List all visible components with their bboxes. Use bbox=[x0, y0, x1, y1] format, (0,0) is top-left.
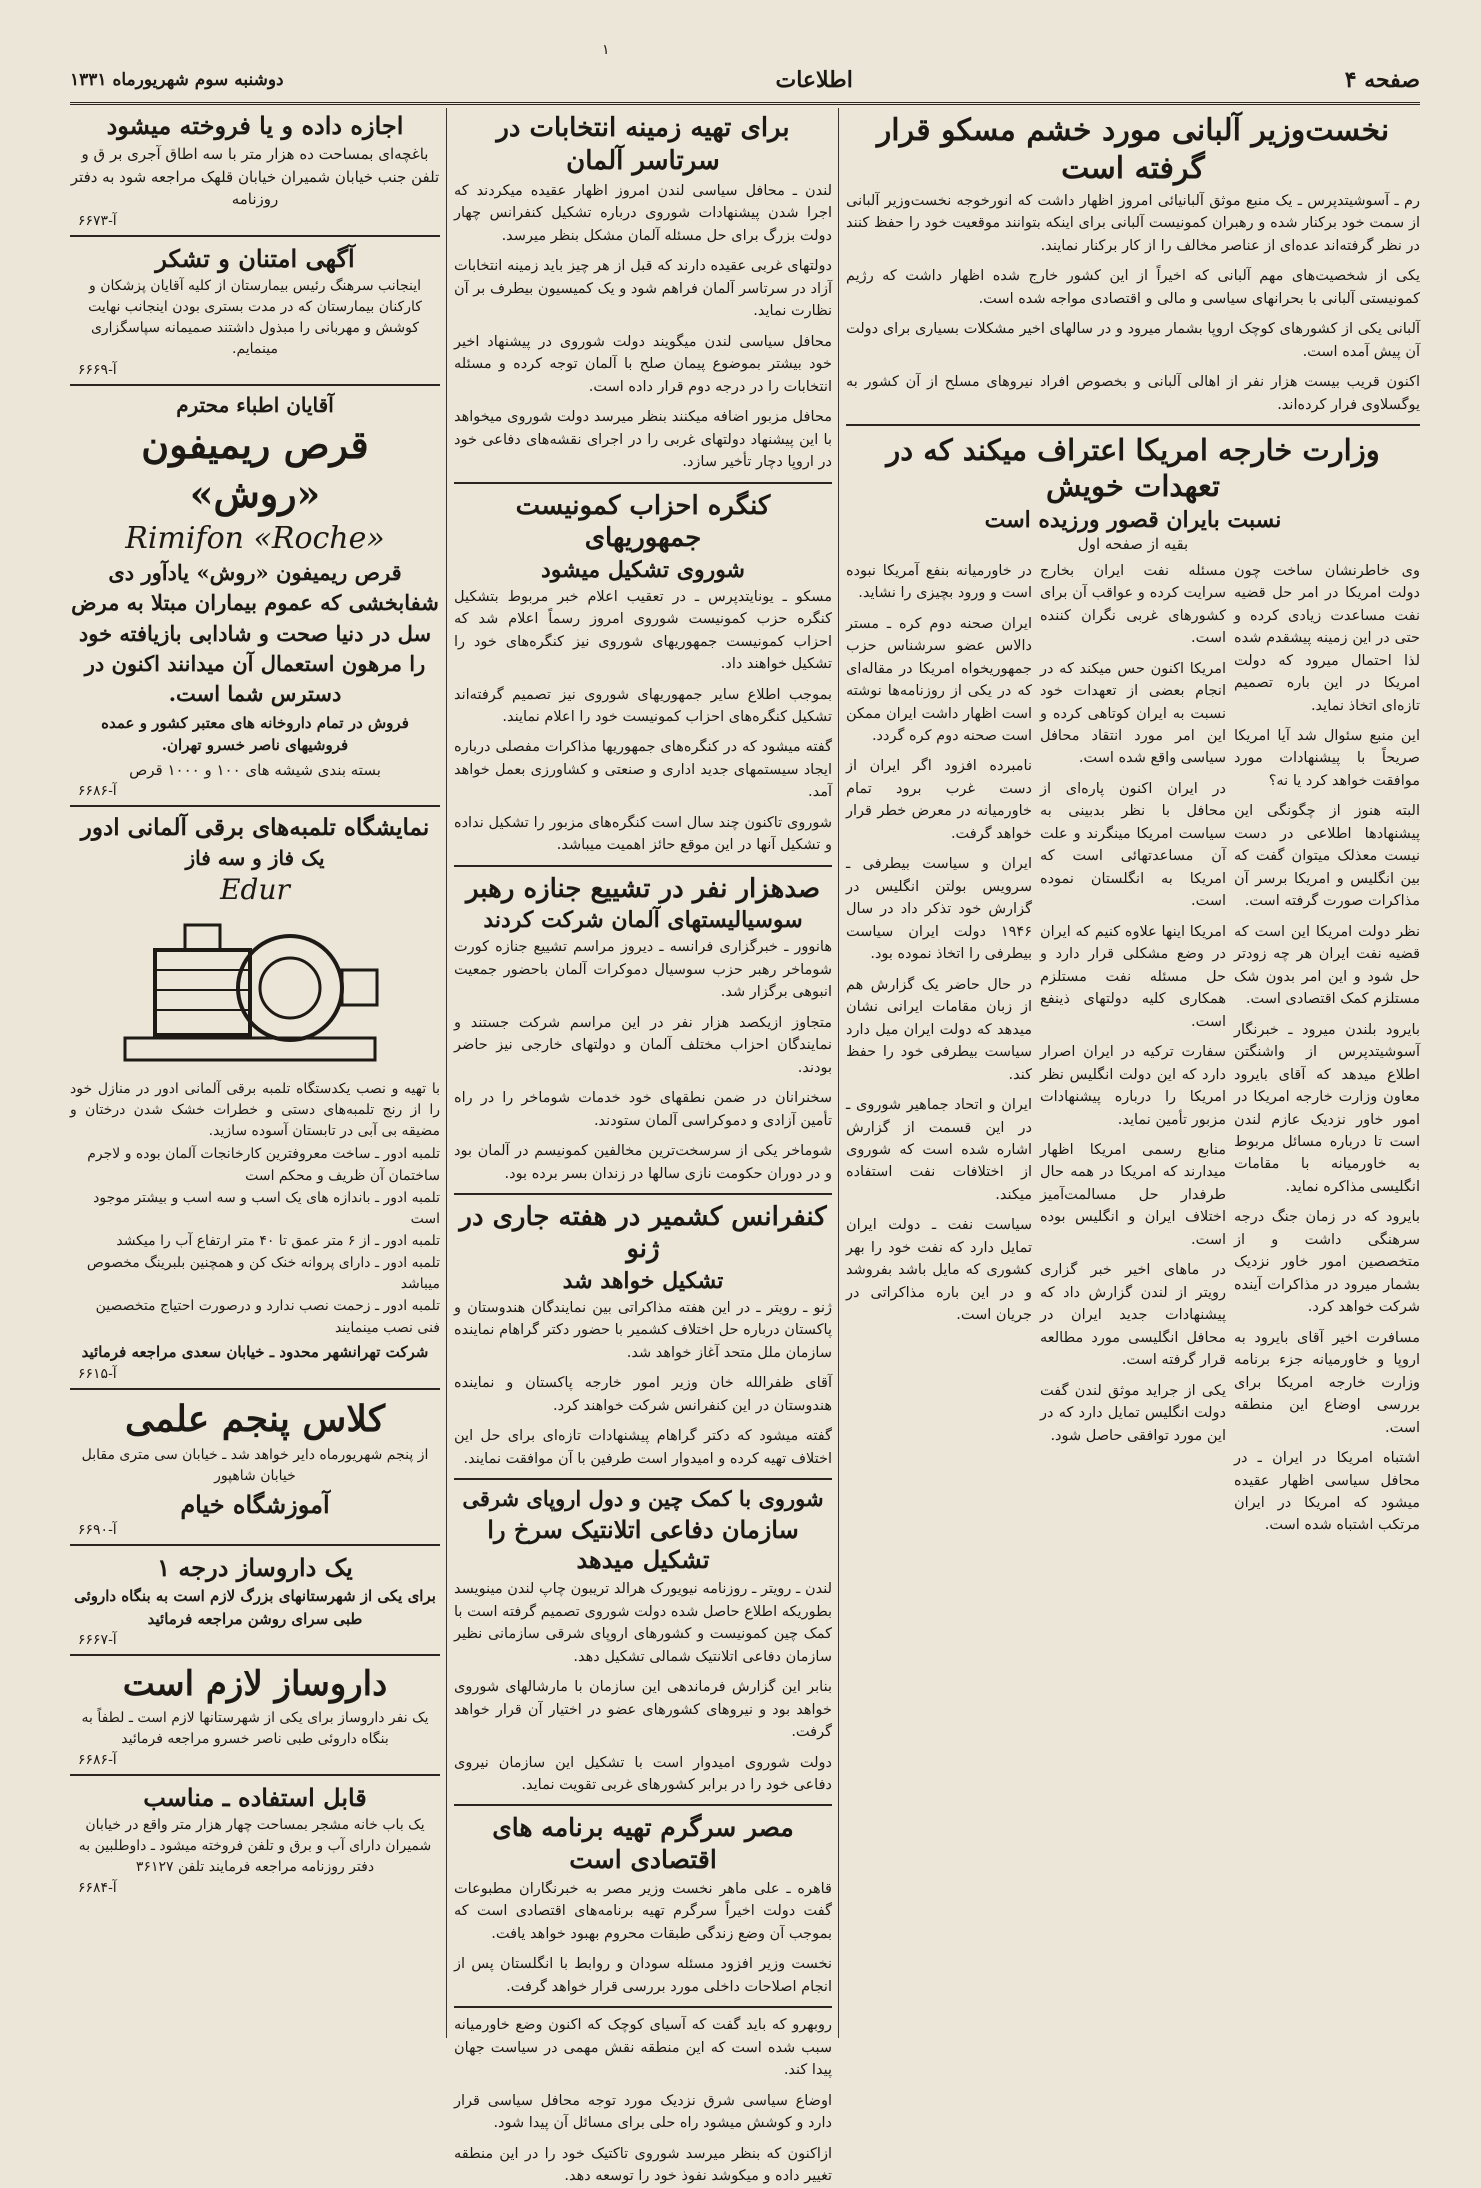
column-rule bbox=[446, 108, 447, 2038]
ad-code: آ-۶۶۸۶ bbox=[78, 783, 117, 800]
paragraph: در ایران اکنون پاره‌ای از محافل با نظر بدبینی به سیاست امریکا مینگرند و علت آن مساعدتهائی است که امریکا به انگلستان نموده است. bbox=[1040, 780, 1226, 910]
newspaper-name: اطلاعات bbox=[775, 67, 853, 93]
headline: نخست‌وزیر آلبانی مورد خشم مسکو قرار گرفته است bbox=[876, 113, 1390, 186]
ad-code: آ-۶۶۹۰ bbox=[78, 1521, 117, 1538]
article-subcolumn bbox=[1234, 557, 1420, 1545]
paragraph: گفته میشود که دکتر گراهام پیشنهادات تازه‌ای برای حل این اختلاف تهیه کرده و امیدوار است طرفین با آن موافقت نمایند. bbox=[454, 1428, 832, 1467]
list-item: تلمبه ادور ـ زحمت نصب ندارد و درصورت احتیاج متخصصین فنی نصب مینمایند bbox=[95, 1298, 440, 1336]
ad-code: آ-۶۶۸۶ bbox=[78, 1752, 117, 1769]
paragraph: ایران و سیاست بیطرفی ـ سرویس بولتن انگلیس در گزارش خود تذکر داد در سال ۱۹۴۶ دولت ایران سیاست بیطرفی را اتخاذ نموده بود. bbox=[846, 856, 1032, 963]
paragraph: بنابر این گزارش فرماندهی این سازمان با مارشالهای شوروی خواهد بود و نیروهای کشورهای عضو در اختیار آن قرار خواهد گرفت. bbox=[454, 1679, 832, 1741]
middle-column bbox=[454, 108, 832, 2185]
article-albania bbox=[846, 112, 1420, 416]
paragraph: دولت شوروی امیدوار است با تشکیل این سازمان نیروی دفاعی خود را در برابر کشورهای غربی تقویت نماید. bbox=[454, 1754, 832, 1793]
paragraph: در حال حاضر یک گزارش هم از زبان مقامات ایرانی نشان میدهد که دولت ایران میل دارد سیاست بیطرفی خود را حفظ کند. bbox=[846, 976, 1032, 1083]
article-columns bbox=[846, 557, 1420, 1545]
paragraph: قاهره ـ علی ماهر نخست وزیر مصر به خبرنگاران مطبوعات گفت دولت اخیراً سرگرم تهیه برنامه‌های اقتصادی است که بموجب آن وضع زندگی طبقات محروم بهبود خواهد یافت. bbox=[454, 1880, 832, 1942]
subheadline: شوروی تشکیل میشود bbox=[541, 556, 745, 583]
ad-title: کلاس پنجم علمی bbox=[125, 1397, 385, 1440]
headline: سازمان دفاعی اتلانتیک سرخ را تشکیل میدهد bbox=[487, 1515, 799, 1575]
ad-rimifon bbox=[70, 392, 440, 799]
paragraph: هانوور ـ خبرگزاری فرانسه ـ دیروز مراسم تشییع جنازه کورت شوماخر رهبر حزب سوسیال دموکرات آلمان باحضور جمعیت انبوهی برگزار شد. bbox=[454, 939, 832, 1001]
list-item: تلمبه ادور ـ ساخت معروفترین کارخانجات آلمان بوده و لاجرم ساختمان آن ظریف و محکم است bbox=[87, 1146, 440, 1184]
paragraph: ژنو ـ رویتر ـ در این هفته مذاکراتی بین نمایندگان هندوستان و پاکستان درباره حل اختلاف کشمیر با حضور دکتر گراهام نماینده سازمان ملل متحد آغاز خواهد شد. bbox=[454, 1299, 832, 1361]
ad-science-class bbox=[70, 1396, 440, 1538]
paragraph: امریکا اکنون حس میکند که در انجام بعضی از تعهدات خود نسبت به ایران کوتاهی کرده و این امر مورد انتقاد محافل سیاسی واقع شده است. bbox=[1040, 660, 1226, 767]
list-item: تلمبه ادور ـ دارای پروانه خنک کن و همچنین بلبرینگ مخصوص میباشد bbox=[86, 1254, 440, 1293]
pump-illustration bbox=[105, 910, 405, 1075]
divider bbox=[454, 1193, 832, 1195]
ad-body: اینجانب سرهنگ رئیس بیمارستان از کلیه آقایان پزشکان و کارکنان بیمارستان که در مدت بستری بودن اینجانب نهایت کوشش و مهربانی را مبذول داشتند صمیمانه سپاسگزاری مینمایم. bbox=[88, 277, 422, 357]
paragraph: در ماهای اخیر خبر گزاری رویتر از لندن گزارش داد که پیشنهادات جدید ایران در محافل انگلیسی مورد مطالعه قرار گرفته است. bbox=[1040, 1262, 1226, 1369]
paragraph: لندن ـ رویتر ـ روزنامه نیویورک هرالد تریبون چاپ لندن مینویسد بطوریکه اطلاع حاصل شده دولت شوروی تصمیم گرفته است با کمک چین کمونیست و کشورهای اروپای شرقی سازمانی نظیر سازمان دفاعی اتلانتیک شمالی تشکیل دهد. bbox=[454, 1581, 832, 1665]
article-subcolumn bbox=[1040, 557, 1226, 1545]
paragraph: متجاوز ازیکصد هزار نفر در این مراسم شرکت جستند و نمایندگان احزاب مختلف آلمان و دولتهای خارجی نیز حاضر بودند. bbox=[454, 1014, 832, 1076]
paragraph: ایران صحنه دوم کره ـ مستر دالاس عضو سرشناس حزب جمهوریخواه امریکا در مقاله‌ای که در یکی از روزنامه‌ها نوشته است اظهار داشت ایران ممکن است صحنه دوم کره گردد. bbox=[846, 615, 1032, 744]
divider bbox=[454, 482, 832, 484]
ad-subtitle: یک فاز و سه فاز bbox=[185, 846, 325, 871]
ad-contact: شرکت تهرانشهر محدود ـ خیابان سعدی مراجعه فرمائید bbox=[81, 1343, 429, 1362]
paragraph: شوماخر یکی از سرسخت‌ترین مخالفین کمونیسم در آلمان بود و در دوران حکومت نازی سالها در زندان بسر برده بود. bbox=[454, 1143, 832, 1182]
paragraph: گفته میشود که در کنگره‌های جمهوریها مذاکرات مفصلی درباره ایجاد سیستمهای جدید اداری و صنعتی و کشاورزی بعمل خواهد آمد. bbox=[454, 739, 832, 801]
ad-description: با تهیه و نصب یکدستگاه تلمبه برقی آلمانی ادور در منازل خود را از رنج تلمبه‌های دستی و خطرات خشک شدن درختان و مضیقه بی آبی در تابستان آسوده سازید. bbox=[70, 1081, 440, 1140]
paragraph: یکی از شخصیت‌های مهم آلبانی که اخیراً از این کشور خارج شده اظهار داشت که رژیم کمونیستی آلبانی با بحرانهای سیاسی و مالی و اقتصادی مواجه شده است. bbox=[846, 268, 1420, 307]
ad-code: آ-۶۶۶۹ bbox=[78, 361, 117, 378]
paragraph: آلبانی یکی از کشورهای کوچک اروپا بشمار میرود و در سالهای اخیر مشکلات بسیاری برای دولت آن پیش آمده است. bbox=[846, 321, 1420, 360]
ad-thanks bbox=[70, 243, 440, 378]
subheadline: تشکیل خواهد شد bbox=[562, 1267, 724, 1294]
ad-code: آ-۶۶۶۷ bbox=[78, 1632, 117, 1649]
divider bbox=[454, 865, 832, 867]
ad-house-sale bbox=[70, 1782, 440, 1896]
paragraph: نخست وزیر افزود مسئله سودان و روابط با انگلستان پس از انجام اصلاحات داخلی مورد بررسی قرار خواهد گرفت. bbox=[454, 1956, 832, 1995]
ad-feature-list bbox=[70, 1144, 440, 1339]
continuation-note: بقیه از صفحه اول bbox=[1077, 534, 1189, 553]
paragraph: سیاست نفت ـ دولت ایران تمایل دارد که نفت خود را بهر کشوری که مایل باشد بفروشد و در این باره مذاکراتی در جریان است. bbox=[846, 1217, 1032, 1324]
paragraph: آقای ظفرالله خان وزیر امور خارجه پاکستان و نماینده هندوستان در این کنفرانس شرکت خواهند کرد. bbox=[454, 1375, 832, 1414]
issue-date: دوشنبه سوم شهریورماه ۱۳۳۱ bbox=[70, 70, 284, 90]
article-soviet-congress bbox=[454, 490, 832, 857]
divider bbox=[70, 384, 440, 386]
paragraph: وی خاطرنشان ساخت چون دولت امریکا در امر حل قضیه نفت مساعدت زیادی کرده و حتی در این زمینه پیشقدم شده لذا احتمال میرود که دولت امریکا در این باره تصمیم تازه‌ای اتخاذ نماید. bbox=[1234, 562, 1420, 714]
list-item: تلمبه ادور ـ باندازه های یک اسب و سه اسب و بیشتر موجود است bbox=[93, 1189, 440, 1228]
ad-code: آ-۶۶۷۳ bbox=[78, 212, 117, 229]
ad-sale-garden bbox=[70, 110, 440, 229]
ad-code: آ-۶۶۸۴ bbox=[78, 1880, 117, 1897]
ad-edur-pumps bbox=[70, 813, 440, 1382]
divider bbox=[70, 1544, 440, 1546]
article-subcolumn bbox=[846, 557, 1032, 1545]
article-us-state-dept bbox=[846, 432, 1420, 1545]
right-column bbox=[846, 108, 1420, 2038]
paragraph: مسئله نفت ایران بخارج سرایت کرده و عواقب آن برای کشورهای غربی نگران کننده است. bbox=[1040, 562, 1226, 647]
ad-body: یک نفر داروساز برای یکی از شهرستانها لازم است ـ لطفاً به بنگاه داروئی طبی ناصر خسرو مراجعه فرمائید bbox=[81, 1710, 429, 1748]
paragraph: شوروی تاکنون چند سال است کنگره‌های مزبور را تشکیل نداده و تشکیل آنها در این موقع حائز اهمیت میباشد. bbox=[454, 814, 832, 854]
ad-title: قابل استفاده ـ مناسب bbox=[143, 1783, 367, 1813]
paragraph: سخنرانان در ضمن نطقهای خود خدمات شوماخر را در راه تأمین آزادی و دموکراسی آلمان ستودند. bbox=[454, 1090, 832, 1129]
headline: وزارت خارجه امریکا اعتراف میکند که در تعهدات خویش bbox=[886, 433, 1380, 504]
ad-school: آموزشگاه خیام bbox=[180, 1489, 330, 1519]
paragraph: رم ـ آسوشیتدپرس ـ یک منبع موثق آلبانیائی امروز اظهار داشت که انورخوجه نخست‌وزیر آلبانی از سمت خود برکنار شده و رهبران کمونیست آلبانی برای اینکه بتوانند موقعیت خود را حفظ کنند در نظر گرفته‌اند عده‌ای از عناصر مخالف را از کار برکنار نمایند. bbox=[846, 193, 1420, 254]
divider bbox=[454, 2006, 832, 2008]
paragraph: لندن ـ محافل سیاسی لندن امروز اظهار عقیده میکردند که اجرا شدن پیشنهادات شوروی درباره تشکیل کنفرانس چهار دولت بزرگ برای حل مسئله آلمان مشکل بنظر میرسد. bbox=[454, 183, 832, 244]
headline: صدهزار نفر در تشییع جنازه رهبر bbox=[465, 873, 821, 904]
ad-body: قرص ریمیفون «روش» یادآور دی شفابخشی که عموم بیماران مبتلا به مرض سل در دنیا صحت و شادابی بازیافته خود را مرهون استعمال آن میدانند اکنون در دسترس شما است. bbox=[71, 559, 439, 707]
paragraph: بایرود بلندن میرود ـ خبرنگار آسوشیتدپرس از واشنگتن اطلاع میدهد که آقای بایرود معاون وزارت خارجه امریکا در امور خاور نزدیک عازم لندن است تا درباره مسائل مربوط به خاورمیانه با مقامات انگلیسی مذاکره نماید. bbox=[1234, 1021, 1420, 1195]
paragraph: محافل سیاسی لندن میگویند دولت شوروی در پیشنهاد اخیر خود بیشتر بموضوع پیمان صلح با آلمان توجه کرده و مسئله انتخابات را در درجه دوم قرار داده است. bbox=[454, 333, 832, 395]
divider bbox=[70, 1388, 440, 1390]
paragraph: روبهرو که باید گفت که آسیای کوچک که اکنون وضع خاورمیانه سبب شده است که این منطقه نقش مهمی در سیاست جهان پیدا کند. bbox=[454, 2017, 832, 2079]
ad-packaging: بسته بندی شیشه های ۱۰۰ و ۱۰۰۰ قرص bbox=[129, 760, 381, 779]
article-red-atlantic bbox=[454, 1486, 832, 1796]
paragraph: بموجب اطلاع سایر جمهوریهای شوروی نیز تصمیم گرفته‌اند تشکیل کنگره‌های احزاب کمونیست خود را اعلام نمایند. bbox=[454, 686, 832, 725]
paragraph: ایران و اتحاد جماهیر شوروی ـ در این قسمت از گزارش اشاره شده است که شوروی از اختلافات نفت استفاده میکند. bbox=[846, 1097, 1032, 1203]
ad-body: یک باب خانه مشجر بمساحت چهار هزار متر واقع در خیابان شمیران دارای آب و برق و تلفن فروخته میشود ـ داوطلبین به دفتر روزنامه مراجعه فرمایند تلفن ۳۶۱۲۷ bbox=[78, 1817, 432, 1876]
ad-pharmacist-1 bbox=[70, 1552, 440, 1648]
article-egypt-economy bbox=[454, 1812, 832, 1998]
article-schumacher-funeral bbox=[454, 873, 832, 1185]
subheadline: سوسیالیستهای آلمان شرکت کردند bbox=[483, 907, 803, 934]
divider bbox=[70, 1654, 440, 1656]
paragraph: اوضاع سیاسی شرق نزدیک مورد توجه محافل سیاسی قرار دارد و کوشش میشود راه حلی برای مسائل آن پیدا شود. bbox=[454, 2092, 832, 2132]
headline: مصر سرگرم تهیه برنامه های اقتصادی است bbox=[492, 1813, 794, 1874]
headline: کنگره احزاب کمونیست جمهوریهای bbox=[515, 490, 771, 554]
ad-latin-title: Edur bbox=[220, 873, 290, 907]
paragraph: در خاورمیانه بنفع آمریکا نبوده است و ورود بچیزی را نشاید. bbox=[846, 562, 1032, 602]
article-middle-east bbox=[454, 2014, 832, 2187]
ad-title: آگهی امتنان و تشکر bbox=[155, 243, 355, 273]
list-item: تلمبه ادور ـ از ۶ متر عمق تا ۴۰ متر ارتفاع آب را میکشد bbox=[116, 1232, 440, 1249]
divider bbox=[454, 1804, 832, 1806]
masthead bbox=[70, 58, 1420, 105]
page-number-marker: ۱ bbox=[602, 42, 610, 58]
ad-latin-title: Rimifon «Roche» bbox=[125, 520, 385, 556]
subheadline: نسبت بایران قصور ورزیده است bbox=[984, 506, 1282, 533]
paragraph: البته هنوز از چگونگی این پیشنهادها اطلاعی در دست نیست معذلک میتوان گفت که بین انگلیس و امریکا برسر آن مذاکرات صورت گرفته است. bbox=[1234, 803, 1420, 910]
paragraph: اشتباه امریکا در ایران ـ در محافل سیاسی اظهار عقیده میشود که امریکا در ایران مرتکب اشتباه شده است. bbox=[1234, 1450, 1420, 1534]
page-label: صفحه ۴ bbox=[1344, 67, 1420, 93]
ad-title: نمایشگاه تلمبه‌های برقی آلمانی ادور bbox=[80, 814, 430, 842]
paragraph: محافل مزبور اضافه میکنند بنظر میرسد دولت شوروی میخواهد با این پیشنهاد دولتهای غربی را در اجرای نقشه‌های دفاعی خود در اروپا دچار تأخیر سازد. bbox=[454, 409, 832, 471]
paragraph: بایرود که در زمان جنگ درجه سرهنگی داشت و از متخصصین امور خاور نزدیک بشمار میرود در مذاکرات آینده شرکت خواهد کرد. bbox=[1234, 1209, 1420, 1316]
ad-pretitle: آقایان اطباء محترم bbox=[176, 392, 334, 417]
paragraph: یکی از جراید موثق لندن گفت دولت انگلیس تمایل دارد که در این مورد توافقی حاصل شود. bbox=[1040, 1382, 1226, 1444]
ad-pharmacist-2 bbox=[70, 1662, 440, 1768]
paragraph: نظر دولت امریکا این است که قضیه نفت ایران هر چه زودتر حل شود و این امر بدون شک مستلزم کمک اقتصادی است. bbox=[1234, 923, 1420, 1008]
ad-body: برای یکی از شهرستانهای بزرگ لازم است به بنگاه داروئی طبی سرای روشن مراجعه فرمائید bbox=[74, 1587, 436, 1628]
column-rule bbox=[838, 108, 839, 2038]
divider bbox=[70, 235, 440, 237]
paragraph: سفارت ترکیه در ایران اصرار دارد که این دولت انگلیس نظر امریکا را درباره پیشنهادات مزبور تأمین نماید. bbox=[1040, 1044, 1226, 1128]
ad-body: باغچه‌ای بمساحت ده هزار متر با سه اطاق آجری بر ق و تلفن جنب خیابان شمیران خیابان قلهک مراجعه شود به دفتر روزنامه bbox=[70, 145, 440, 209]
headline-kicker: شوروی با کمک چین و دول اروپای شرقی bbox=[462, 1486, 824, 1512]
ads-column bbox=[70, 108, 440, 2038]
paragraph: منابع رسمی امریکا اظهار میدارند که امریکا در همه حال طرفدار حل مسالمت‌آمیز اختلاف ایران و انگلیس بوده است. bbox=[1040, 1141, 1226, 1248]
divider bbox=[70, 805, 440, 807]
ad-title: یک داروساز درجه ۱ bbox=[157, 1552, 353, 1582]
ad-body: از پنجم شهریورماه دایر خواهد شد ـ خیابان سی متری مقابل خیابان شاهپور bbox=[81, 1446, 429, 1484]
ad-sale: فروش در تمام داروخانه های معتبر کشور و عمده فروشیهای ناصر خسرو تهران. bbox=[101, 713, 409, 755]
paragraph: دولتهای غربی عقیده دارند که قبل از هر چیز باید زمینه انتخابات آزاد در سرتاسر آلمان فراهم شود و یک کمیسیون بیطرف بر آن نظارت نماید. bbox=[454, 258, 832, 320]
article-kashmir-conference bbox=[454, 1201, 832, 1470]
paragraph: نامبرده افزود اگر ایران از دست غرب برود تمام خاورمیانه در معرض خطر قرار خواهد گرفت. bbox=[846, 758, 1032, 842]
ad-title: اجازه داده و یا فروخته میشود bbox=[106, 111, 404, 140]
paragraph: اکنون قریب بیست هزار نفر از اهالی آلبانی و بخصوص افراد نیروهای مسلح از آن کشور به یوگسلاوی فرار کرده‌اند. bbox=[846, 374, 1420, 413]
paragraph: امریکا اینها علاوه کنیم که ایران در وضع مشکلی قرار دارد و حل مسئله نفت مستلزم همکاری کلیه دولتهای ذینفع است. bbox=[1040, 923, 1226, 1030]
paragraph: مسکو ـ یونایتدپرس ـ در تعقیب اعلام خبر مربوط بتشکیل کنگره حزب کمونیست شوروی امروز رسماً اعلام شد که احزاب کمونیست جمهوریهای شوروی نیز کنگره‌های خود را تشکیل خواهند داد. bbox=[454, 588, 832, 673]
ad-title: داروساز لازم است bbox=[122, 1664, 388, 1705]
headline: کنفرانس کشمیر در هفته جاری در ژنو bbox=[459, 1201, 827, 1265]
divider bbox=[70, 1774, 440, 1776]
paragraph: ازاکنون که بنظر میرسد شوروی تاکتیک خود را در این منطقه تغییر داده و میکوشد نفوذ خود را توسعه دهد. bbox=[454, 2145, 832, 2185]
paragraph: مسافرت اخیر آقای بایرود به اروپا و خاورمیانه جزء برنامه وزارت خارجه امریکا برای بررسی اوضاع این منطقه است. bbox=[1234, 1329, 1420, 1436]
ad-title: قرص ریمیفون «روش» bbox=[141, 421, 369, 517]
divider bbox=[846, 424, 1420, 426]
divider bbox=[454, 1478, 832, 1480]
article-germany-elections bbox=[454, 112, 832, 474]
ad-code: آ-۶۶۱۵ bbox=[78, 1365, 117, 1382]
paragraph: این منبع سئوال شد آیا امریکا صریحاً با پیشنهادات مورد موافقت خواهد کرد یا نه؟ bbox=[1234, 728, 1420, 789]
headline: برای تهیه زمینه انتخابات در سرتاسر آلمان bbox=[496, 113, 790, 176]
